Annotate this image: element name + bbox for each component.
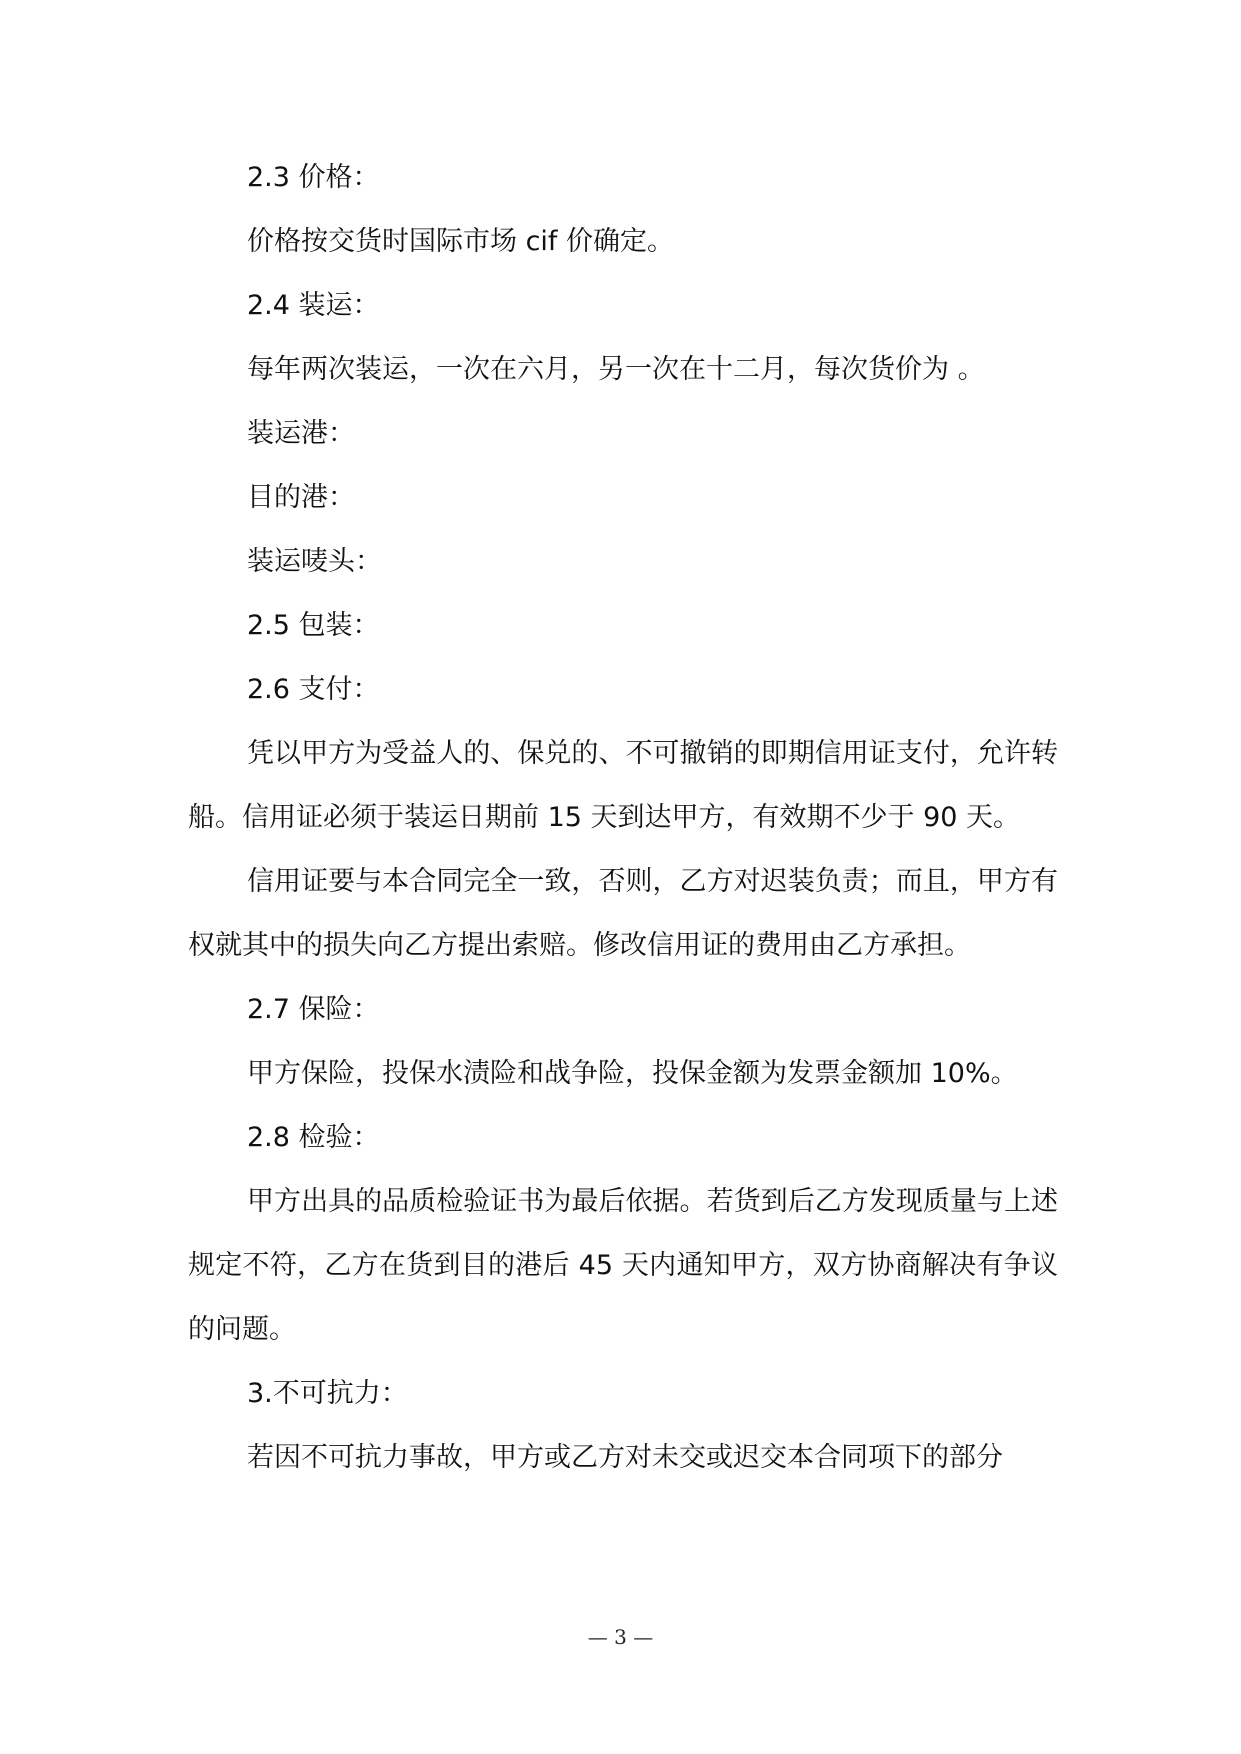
page-number: — 3 —: [587, 1625, 654, 1649]
section-heading-payment: 2.6 支付：: [247, 674, 380, 705]
paragraph-payment: 凭以甲方为受益人的、保兑的、不可撤销的即期信用证支付，允许转船。信用证必须于装运日期前 15 天到达甲方，有效期不少于 90 天。: [188, 738, 1058, 833]
field-port-of-destination: 目的港：: [247, 482, 355, 513]
paragraph-letter-of-credit: 信用证要与本合同完全一致，否则，乙方对迟装负责；而且，甲方有权就其中的损失向乙方提出索赔。修改信用证的费用由乙方承担。: [188, 866, 1058, 961]
section-heading-force-majeure: 3.不可抗力：: [247, 1378, 408, 1409]
section-heading-insurance: 2.7 保险：: [247, 994, 380, 1025]
paragraph-price: 价格按交货时国际市场 cif 价确定。: [247, 226, 675, 257]
section-heading-price: 2.3 价格：: [247, 162, 380, 193]
paragraph-inspection: 甲方出具的品质检验证书为最后依据。若货到后乙方发现质量与上述规定不符，乙方在货到目的港后 45 天内通知甲方，双方协商解决有争议的问题。: [188, 1186, 1058, 1345]
section-heading-shipment: 2.4 装运：: [247, 290, 380, 321]
paragraph-insurance: 甲方保险，投保水渍险和战争险，投保金额为发票金额加 10%。: [247, 1058, 1018, 1089]
paragraph-force-majeure: 若因不可抗力事故，甲方或乙方对未交或迟交本合同项下的部分: [247, 1442, 1003, 1473]
field-shipping-marks: 装运唛头：: [247, 546, 382, 577]
document-body: [188, 146, 1058, 1490]
paragraph-shipment: 每年两次装运，一次在六月，另一次在十二月，每次货价为 。: [247, 354, 985, 385]
section-heading-packing: 2.5 包装：: [247, 610, 380, 641]
field-port-of-loading: 装运港：: [247, 418, 355, 449]
section-heading-inspection: 2.8 检验：: [247, 1122, 380, 1153]
